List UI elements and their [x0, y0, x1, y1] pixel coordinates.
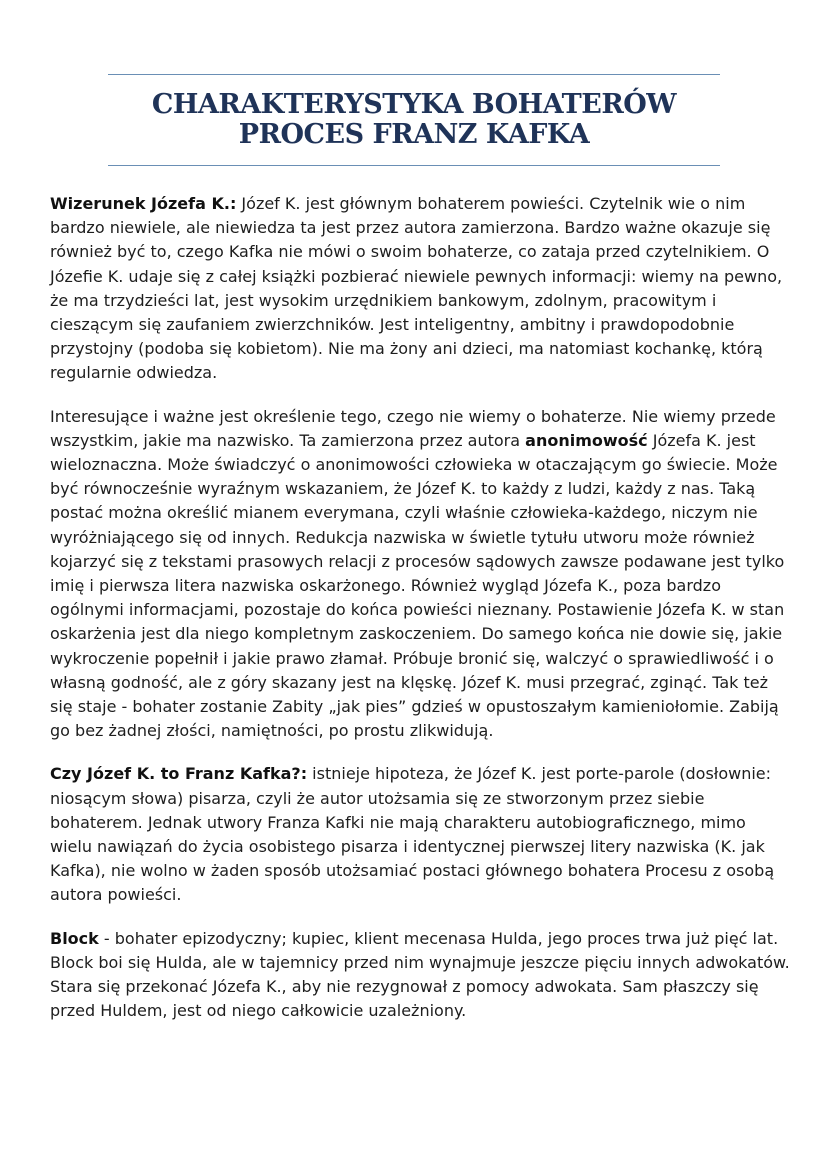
paragraph-anonimowosc: [50, 405, 790, 744]
text-anonimowosc-after: Józefa K. jest wieloznaczna. Może świadczyć o anonimowości człowieka w otaczającym go świecie. Może być równocześnie wyraźnym wskazaniem, że Józef K. to każdy z ludzi, każdy z nas. Taką postać można określić mianem everymana, czyli właśnie człowieka-każdego, niczym nie wyróżniającego się od innych. Redukcja nazwiska w świetle tytułu utworu może również kojarzyć się z tekstami prasowych relacji z procesów sądowych zawsze podawane jest tylko imię i pierwsza litera nazwiska oskarżonego. Również wygląd Józefa K., poza bardzo ogólnymi informacjami, pozostaje do końca powieści nieznany. Postawienie Józefa K. w stan oskarżenia jest dla niego kompletnym zaskoczeniem. Do samego końca nie dowie się, jakie wykroczenie popełnił i jakie prawo złamał. Próbuje bronić się, walczyć o sprawiedliwość i o własną godność, ale z góry skazany jest na klęskę. Józef K. musi przegrać, zginąć. Tak też się staje - bohater zostanie Zabity „jak pies” gdzieś w opustoszałym kamieniołomie. Zabiją go bez żadnej złości, namiętności, po prostu zlikwidują.: [50, 430, 785, 741]
keyword-anonimowosc: anonimowość: [525, 430, 648, 450]
heading-block: Block: [50, 928, 99, 948]
paragraph-block: [50, 927, 790, 1024]
text-wizerunek: Józef K. jest głównym bohaterem powieści. Czytelnik wie o nim bardzo niewiele, ale niewiedza ta jest przez autora zamierzona. Bardzo ważne okazuje się również być to, czego Kafka nie mówi o swoim bohaterze, co zataja przed czytelnikiem. O Józefie K. udaje się z całej książki pozbierać niewiele pewnych informacji: wiemy na pewno, że ma trzydzieści lat, jest wysokim urzędnikiem bankowym, zdolnym, pracowitym i cieszącym się zaufaniem zwierzchników. Jest inteligentny, ambitny i prawdopodobnie przystojny (podoba się kobietom). Nie ma żony ani dzieci, ma natomiast kochankę, którą regularnie odwiedza.: [50, 194, 783, 383]
text-block: - bohater epizodyczny; kupiec, klient mecenasa Hulda, jego proces trwa już pięć lat. Block boi się Hulda, ale w tajemnicy przed nim wynajmuje jeszcze pięciu innych adwokatów. Stara się przekonać Józefa K., aby nie rezygnował z pomocy adwokata. Sam płaszczy się przed Huldem, jest od niego całkowicie uzależniony.: [50, 928, 790, 1021]
text-kafka: istnieje hipoteza, że Józef K. jest porte-parole (dosłownie: niosącym słowa) pisarza, czyli że autor utożsamia się ze stworzonym przez siebie bohaterem. Jednak utwory Franza Kafki nie mają charakteru autobiograficznego, mimo wielu nawiązań do życia osobistego pisarza i identycznej pierwszej litery nazwiska (K. jak Kafka), nie wolno w żaden sposób utożsamiać postaci głównego bohatera Procesu z osobą autora powieści.: [50, 764, 775, 905]
document-body: [50, 192, 790, 1043]
title-line-1: CHARAKTERYSTYKA BOHATERÓW: [151, 89, 677, 120]
title-rule-top: [108, 74, 720, 75]
heading-kafka: Czy Józef K. to Franz Kafka?:: [50, 764, 308, 784]
title-line-2: PROCES FRANZ KAFKA: [238, 119, 590, 150]
text-anonimowosc-before: Interesujące i ważne jest określenie tego, czego nie wiemy o bohaterze. Nie wiemy przede wszystkim, jakie ma nazwisko. Ta zamierzona przez autora: [50, 406, 776, 450]
heading-wizerunek: Wizerunek Józefa K.:: [50, 194, 237, 213]
page-title: [108, 90, 720, 150]
title-rule-bottom: [108, 165, 720, 166]
paragraph-kafka: [50, 762, 790, 907]
paragraph-wizerunek: [50, 192, 790, 386]
